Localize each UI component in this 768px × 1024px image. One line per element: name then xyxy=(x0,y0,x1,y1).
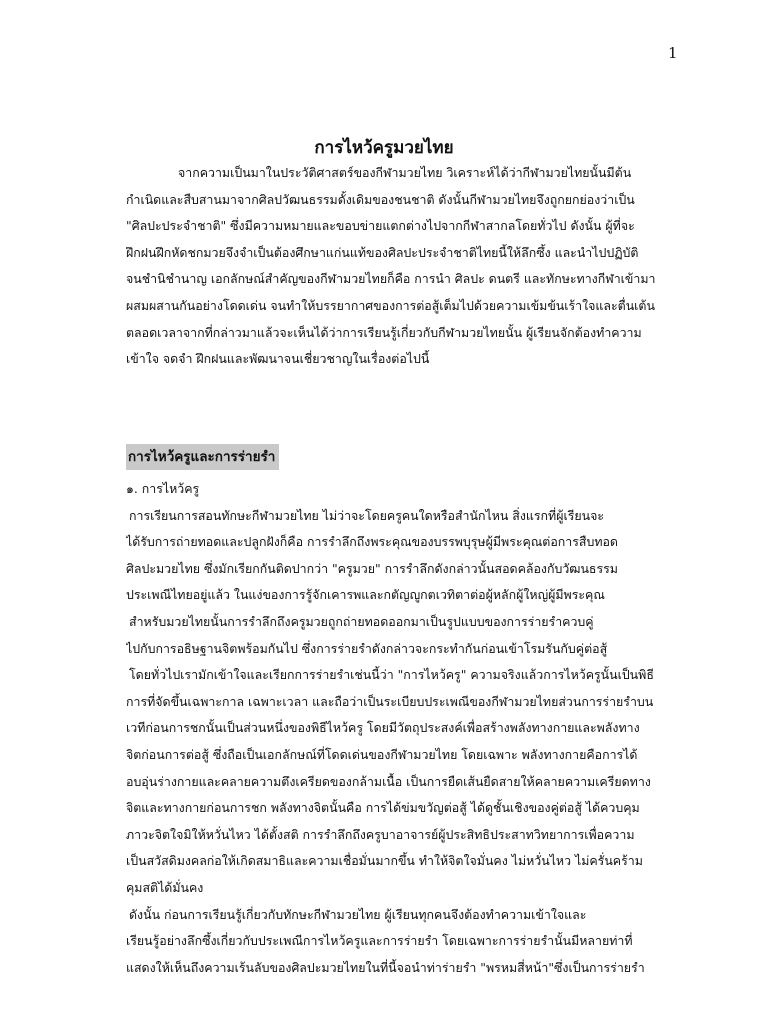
text-line: อบอุ่นร่างกายและคลายความตึงเครียดของกล้ามเนื้อ เป็นการยืดเส้นยืดสายให้คลายความเครียดทาง xyxy=(126,773,651,789)
text-line: โดยทั่วไปเรามักเข้าใจและเรียกการร่ายรำเช่นนี้ว่า "การไหว้ครู" ความจริงแล้วการไหว้ครูนั้นเป็นพิธี xyxy=(129,667,654,683)
text-line: จิตและทางกายก่อนการชก พลังทางจิตนั้นคือ การได้ข่มขวัญต่อสู้ ได้ดูชั้นเชิงของคู่ต่อสู้ ได้ควบคุม xyxy=(126,800,640,816)
text-line: ไปกับการอธิษฐานจิตพร้อมกันไป ซึ่งการร่ายรำดังกล่าวจะกระทำกันก่อนเข้าโรมรันกับคู่ต่อสู้ xyxy=(126,640,608,656)
text-line: ดังนั้น ก่อนการเรียนรู้เกี่ยวกับทักษะกีฬามวยไทย ผู้เรียนทุกคนจึงต้องทำความเข้าใจและ xyxy=(129,906,587,922)
text-line: ผสมผสานกันอย่างโดดเด่น จนทำให้บรรยากาศของการต่อสู้เต็มไปด้วยความเข้มข้นเร้าใจและตื่นเต้น xyxy=(126,297,655,313)
text-line: เข้าใจ จดจำ ฝึกฝนและพัฒนาจนเชี่ยวชาญในเรื่องต่อไปนี้ xyxy=(126,351,430,367)
text-line: การที่จัดขึ้นเฉพาะกาล เฉพาะเวลา และถือว่าเป็นระเบียบประเพณีของกีฬามวยไทยส่วนการร่ายรำบน xyxy=(126,693,654,709)
text-line: ฝึกฝนฝึกหัดชกมวยจึงจำเป็นต้องศึกษาแก่นแท้ของศิลปะประจำชาติไทยนี้ให้ลึกซึ้ง และนำไปปฏิบัติ xyxy=(126,244,639,260)
text-line: การเรียนการสอนทักษะกีฬามวยไทย ไม่ว่าจะโดยครูคนใดหรือสำนักไหน สิ่งแรกที่ผู้เรียนจะ xyxy=(129,507,605,523)
intro-paragraph xyxy=(126,160,686,373)
text-line: กำเนิดและสืบสานมาจากศิลปวัฒนธรรมดั้งเดิมของชนชาติ ดังนั้นกีฬามวยไทยจึงถูกยกย่องว่าเป็น xyxy=(126,191,635,207)
text-line: เวทีก่อนการชกนั้นเป็นส่วนหนึ่งของพิธีไหว้ครู โดยมีวัตถุประสงค์เพื่อสร้างพลังทางกายและพลังทาง xyxy=(126,720,640,736)
subheading: ๑. การไหว้ครู xyxy=(126,481,200,496)
text-line: ได้รับการถ่ายทอดและปลูกฝังก็คือ การรำลึกถึงพระคุณของบรรพบุรุษผู้มีพระคุณต่อการสืบทอด xyxy=(126,534,618,550)
text-line: เรียนรู้อย่างลึกซึ้งเกี่ยวกับประเพณีการไหว้ครูและการร่ายรำ โดยเฉพาะการร่ายรำนั้นมีหลายท่าที่ xyxy=(126,933,633,949)
text-line: แสดงให้เห็นถึงความเร้นลับของศิลปะมวยไทยในที่นี้จอนำท่าร่ายรำ "พรหมสี่หน้า"ซึ่งเป็นการร่ายรำ xyxy=(126,959,645,975)
text-line: ตลอดเวลาจากที่กล่าวมาแล้วจะเห็นได้ว่าการเรียนรู้เกี่ยวกับกีฬามวยไทยนั้น ผู้เรียนจักต้องทำความ xyxy=(126,324,642,340)
section-body xyxy=(126,476,686,981)
page-number: 1 xyxy=(668,44,678,62)
text-line: ศิลปะมวยไทย ซึ่งมักเรียกกันติดปากว่า "ครูมวย" การรำลึกดังกล่าวนั้นสอดคล้องกับวัฒนธรรม xyxy=(126,560,618,576)
text-line: คุมสติได้มั่นคง xyxy=(126,879,204,895)
text-line: สำหรับมวยไทยนั้นการรำลึกถึงครูมวยถูกถ่ายทอดออกมาเป็นรูปแบบของการร่ายรำควบคู่ xyxy=(129,613,594,629)
text-line: จากความเป็นมาในประวัติศาสตร์ของกีฬามวยไทย วิเคราะห์ได้ว่ากีฬามวยไทยนั้นมีต้น xyxy=(178,165,632,180)
text-line: จนชำนิชำนาญ เอกลักษณ์สำคัญของกีฬามวยไทยก็คือ การนำ ศิลปะ ดนตรี และทักษะทางกีฬาเข้ามา xyxy=(126,271,656,287)
text-line: เป็นสวัสดิมงคลก่อให้เกิดสมาธิและความเชื่อมั่นมากขึ้น ทำให้จิตใจมั่นคง ไม่หวั่นไหว ไม่ครั่นคร้าม xyxy=(126,853,643,869)
text-line: ประเพณีไทยอยู่แล้ว ในแง่ของการรู้จักเคารพและกตัญญูกตเวทิตาต่อผู้หลักผู้ใหญ่ผู้มีพระคุณ xyxy=(126,587,605,603)
document-title: การไหว้ครูมวยไทย xyxy=(314,138,454,158)
text-line: ภาวะจิตใจมิให้หวั่นไหว ได้ตั้งสติ การรำลึกถึงครูบาอาจารย์ผู้ประสิทธิประสาทวิทยาการเพื่อความ xyxy=(126,826,635,842)
text-line: จิตก่อนการต่อสู้ ซึ่งถือเป็นเอกลักษณ์ที่โดดเด่นของกีฬามวยไทย โดยเฉพาะ พลังทางกายคือการได้ xyxy=(126,746,638,762)
section-heading: การไหว้ครูและการร่ายรำ xyxy=(126,444,279,470)
text-line: "ศิลปะประจำชาติ" ซึ่งมีความหมายและขอบข่ายแตกต่างไปจากกีฬาสากลโดยทั่วไป ดังนั้น ผู้ที่จะ xyxy=(126,218,635,234)
